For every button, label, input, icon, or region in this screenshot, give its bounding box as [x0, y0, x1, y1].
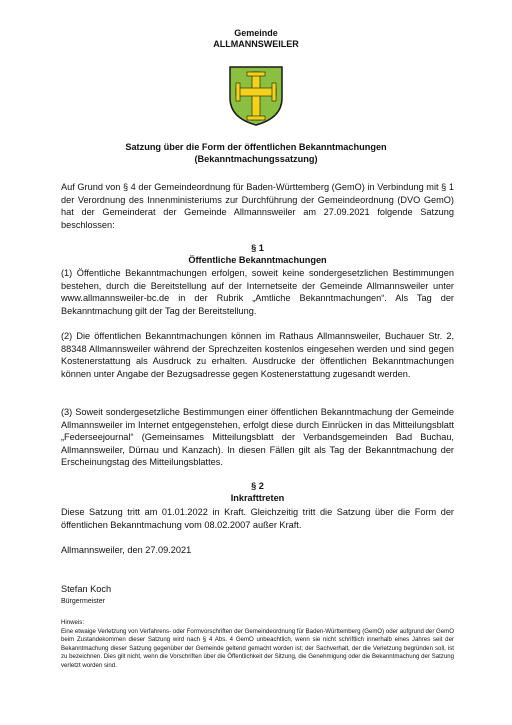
- section-1-paragraph-3: (3) Soweit sondergesetzliche Bestimmungen einer öffentlichen Bekanntmachung der Gemeinde Allmannsweiler im Internet entgegenstehen, erfolgt diese durch Einrücken in das Mitteilungsblatt „Federseejournal“ (Gemeinsames Mitteilungsblatt der Verbandsgemeinden Bad Buchau, Allmannsweiler, Dürnau und Kanzach). In diesen Fällen gilt als Tag der Bekanntmachung der Erscheinungstag des Mitteilungsblattes.: [61, 407, 454, 468]
- section-1-heading: [61, 243, 454, 266]
- title-line-2: (Bekanntmachungssatzung): [194, 153, 318, 164]
- preamble-paragraph: Auf Grund von § 4 der Gemeindeordnung für Baden-Württemberg (GemO) in Verbindung mit § 1 der Verordnung des Innenministeriums zur Durchführung der Gemeindeordnung (DVO GemO) hat der Gemeinderat der Gemeinde Allmannsweiler am 27.09.2021 folgende Satzung beschlossen:: [61, 182, 454, 230]
- section-1-number: § 1: [251, 243, 264, 253]
- section-1-title: Öffentliche Bekanntmachungen: [188, 254, 327, 265]
- section-2-paragraph-1: Diese Satzung tritt am 01.01.2022 in Kraft. Gleichzeitig tritt die Satzung über die Form der öffentlichen Bekanntmachung vom 08.02.2007 außer Kraft.: [61, 507, 454, 530]
- coat-of-arms-logo: [229, 66, 283, 126]
- section-1-paragraph-2: (2) Die öffentlichen Bekanntmachungen können im Rathaus Allmannsweiler, Buchauer Str. 2, 88348 Allmannsweiler während der Sprechzeiten kostenlos eingesehen werden und sind gegen Kostenerstattung als Ausdruck zu erhalten. Ausdrucke der öffentlichen Bekanntmachungen können unter Angabe der Bezugsadresse gegen Kostenerstattung zugesandt werden.: [61, 331, 454, 379]
- section-1-paragraph-1: (1) Öffentliche Bekanntmachungen erfolgen, soweit keine sondergesetzlichen Bestimmungen bestehen, durch die Bereitstellung auf der Internetseite der Gemeinde Allmannsweiler unter www.allmannsweiler-bc.de in der Rubrik „Amtliche Bekanntmachungen“. Als Tag der Bekanntmachung gilt der Tag der Bereitstellung.: [61, 268, 454, 316]
- place-and-date: Allmannsweiler, den 27.09.2021: [61, 545, 192, 555]
- section-2-heading: [61, 481, 454, 504]
- section-2-number: § 2: [251, 481, 264, 491]
- legal-notice-label: Hinweis:: [61, 619, 85, 626]
- legal-notice-text: Eine etwaige Verletzung von Verfahrens- oder Formvorschriften der Gemeindeordnung für Baden-Württemberg (GemO) oder aufgrund der GemO beim Zustandekommen dieser Satzung wird nach § 4 Abs. 4 GemO unbeachtlich, wenn sie nicht schriftlich innerhalb eines Jahres seit der Bekanntmachung dieser Satzung gegenüber der Gemeinde geltend gemacht worden ist; der Sachverhalt, der die Verletzung begründen soll, ist zu bezeichnen. Dies gilt nicht, wenn die Vorschriften über die Öffentlichkeit der Sitzung, die Genehmigung oder die Bekanntmachung der Satzung verletzt worden sind.: [61, 627, 454, 669]
- section-2-title: Inkrafttreten: [230, 492, 285, 503]
- legal-notice: [61, 619, 454, 671]
- header-line-2: ALLMANNSWEILER: [213, 39, 299, 49]
- title-line-1: Satzung über die Form der öffentlichen Bekanntmachungen: [125, 142, 387, 152]
- signatory-name: Stefan Koch: [61, 584, 112, 594]
- document-title: [0, 142, 512, 165]
- header-line-1: Gemeinde: [234, 28, 278, 38]
- municipality-header: [0, 28, 512, 50]
- signatory-role: Bürgermeister: [61, 598, 105, 605]
